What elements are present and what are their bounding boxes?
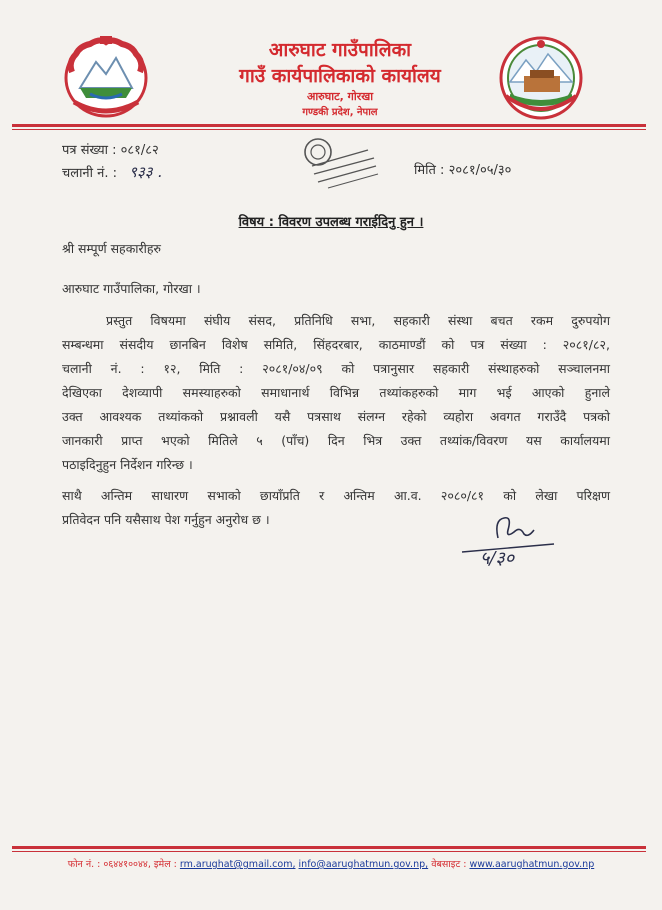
dispatch-number-row — [62, 162, 162, 182]
letter-number: पत्र संख्या : ०८१/८२ — [62, 143, 159, 158]
nepal-emblem-icon — [60, 32, 152, 124]
letter-subject: विषय : विवरण उपलब्ध गराईदिनु हुन । — [238, 215, 424, 230]
dispatch-number-value: ९३३ . — [129, 163, 163, 181]
letter-date: मिति : २०८१/०५/३० — [414, 163, 512, 178]
recipient-line1: श्री सम्पूर्ण सहकारीहरु — [62, 241, 161, 256]
body-line: देखिएका देशव्यापी समस्याहरुको समाधानार्थ विभिन्न तथ्यांकहरुको माग भई आएको हुनाले — [62, 385, 610, 400]
footer-website-link[interactable]: www.aarughatmun.gov.np — [469, 859, 595, 870]
header-rule-thick — [12, 124, 646, 127]
footer-contact — [0, 857, 662, 870]
footer-rule-thick — [12, 846, 646, 849]
footer-email-link-1[interactable]: rm.arughat@gmail.com, — [179, 859, 296, 870]
footer-email-link-2[interactable]: info@aarughatmun.gov.np, — [298, 859, 429, 870]
office-address-line2: गण्डकी प्रदेश, नेपाल — [302, 107, 378, 118]
body-line: साथै अन्तिम साधारण सभाको छायाँप्रति र अन्तिम आ.व. २०८०/८१ को लेखा परिक्षण — [62, 488, 610, 503]
body-line: प्रतिवेदन पनि यसैसाथ पेश गर्नुहुन अनुरोध छ । — [62, 512, 270, 527]
body-line: चलानी नं. : १२, मिति : २०८१/०४/०९ को पत्रानुसार सहकारी संस्थाहरुको सञ्चालनमा — [62, 361, 610, 376]
body-line: जानकारी प्राप्त भएको मितिले ५ (पाँच) दिन भित्र उक्त तथ्यांक/विवरण यस कार्यालयमा — [62, 433, 610, 448]
signature-date: ५/३० — [480, 548, 515, 569]
office-address-line1: आरुघाट, गोरखा — [306, 90, 374, 103]
body-line: प्रस्तुत विषयमा संघीय संसद, प्रतिनिधि सभा, सहकारी संस्था बचत रकम दुरुपयोग — [106, 313, 610, 328]
office-stamp-icon — [298, 132, 382, 196]
dispatch-number-label: चलानी नं. : — [62, 166, 118, 181]
footer-phone: फोन नं. : ०६४४१००४४, इमेल : — [67, 859, 177, 870]
header-rule-thin — [12, 129, 646, 130]
office-title-line2: गाउँ कार्यपालिकाको कार्यालय — [239, 65, 441, 87]
recipient-line2: आरुघाट गाउँपालिका, गोरखा । — [62, 281, 201, 296]
body-paragraph-1 — [62, 309, 610, 477]
body-line: सम्बन्धमा संसदीय छानबिन विशेष समिति, सिंहदरबार, काठमाण्डौं को पत्र संख्या : २०८१/८२, — [62, 337, 610, 352]
body-line: पठाइदिनुहुन निर्देशन गरिन्छ । — [62, 457, 193, 472]
municipality-logo-icon — [496, 34, 586, 126]
footer-rule-thin — [12, 851, 646, 852]
body-line: उक्त आवश्यक तथ्यांकको प्रश्नावली यसै पत्रसाथ संलग्न रहेको व्यहोरा अवगत गराउँदै पत्रको — [62, 409, 610, 424]
office-title-line1: आरुघाट गाउँपालिका — [268, 39, 412, 61]
footer-website-label: वेबसाइट : — [431, 859, 467, 870]
